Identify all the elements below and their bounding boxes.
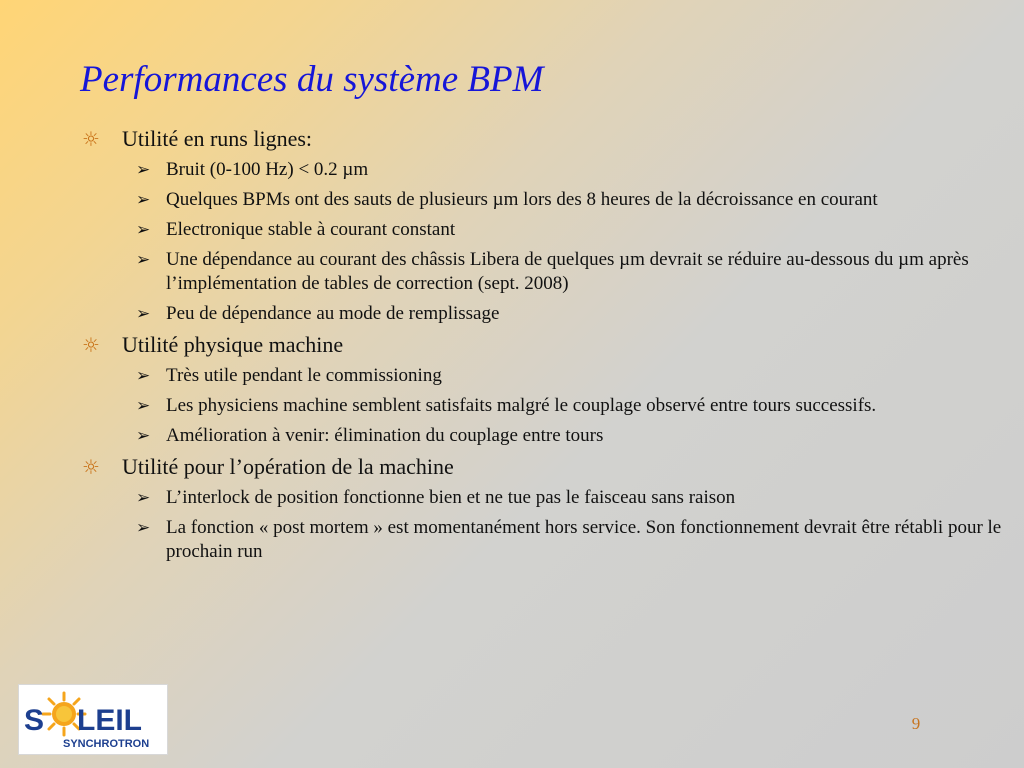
svg-text:S: S [24,704,45,737]
arrowhead-icon: ➢ [136,426,151,446]
sub-bullet-text: Bruit (0-100 Hz) < 0.2 µm [166,159,369,180]
slide-title: Performances du système BPM [80,59,544,100]
sub-bullet-item [82,516,1017,564]
sub-bullet-text: Electronique stable à courant constant [166,219,456,240]
bullet-item [82,126,1017,152]
sub-bullet-item [82,188,1017,212]
bullet-list [82,126,1017,564]
arrowhead-icon: ➢ [136,220,151,240]
sub-bullet-item [82,486,1017,510]
svg-text:LEIL: LEIL [77,704,142,737]
sub-bullet-text: Peu de dépendance au mode de remplissage [166,303,500,324]
sub-bullet-text: Amélioration à venir: élimination du couplage entre tours [166,425,604,446]
logo-subtitle: SYNCHROTRON [63,738,150,750]
sun-icon: ☼ [82,333,100,357]
arrowhead-icon: ➢ [136,488,151,508]
sub-bullet-item [82,364,1017,388]
soleil-logo [18,684,168,755]
arrowhead-icon: ➢ [136,304,151,324]
sub-bullet-item [82,218,1017,242]
arrowhead-icon: ➢ [136,366,151,386]
arrowhead-icon: ➢ [136,518,151,538]
soleil-logo-graphic [19,685,167,754]
sub-bullet-text: Les physiciens machine semblent satisfaits malgré le couplage observé entre tours successifs. [166,395,877,416]
sub-bullet-item [82,424,1017,448]
bullet-item [82,454,1017,480]
arrowhead-icon: ➢ [136,160,151,180]
sub-bullet-item [82,302,1017,326]
sub-bullet-item [82,158,1017,182]
sub-bullet-text: L’interlock de position fonctionne bien et ne tue pas le faisceau sans raison [166,487,736,508]
sub-bullet-text: Quelques BPMs ont des sauts de plusieurs µm lors des 8 heures de la décroissance en courant [166,189,878,210]
bullet-text: Utilité en runs lignes: [122,126,313,151]
sub-bullet-text: Très utile pendant le commissioning [166,365,442,386]
sub-bullet-item [82,394,1017,418]
arrowhead-icon: ➢ [136,396,151,416]
arrowhead-icon: ➢ [136,190,151,210]
bullet-text: Utilité physique machine [122,332,344,357]
sun-icon: ☼ [82,455,100,479]
page-number: 9 [911,714,921,733]
sub-bullet-text: La fonction « post mortem » est momentanément hors service. Son fonctionnement devrait être rétabli pour le prochain run [166,517,1002,562]
sub-bullet-text: Une dépendance au courant des châssis Libera de quelques µm devrait se réduire au-dessous du µm après l’implémentation de tables de correction (sept. 2008) [166,249,969,294]
bullet-text: Utilité pour l’opération de la machine [122,454,454,479]
sub-bullet-item [82,248,1017,296]
sun-icon: ☼ [82,127,100,151]
arrowhead-icon: ➢ [136,250,151,270]
bullet-item [82,332,1017,358]
